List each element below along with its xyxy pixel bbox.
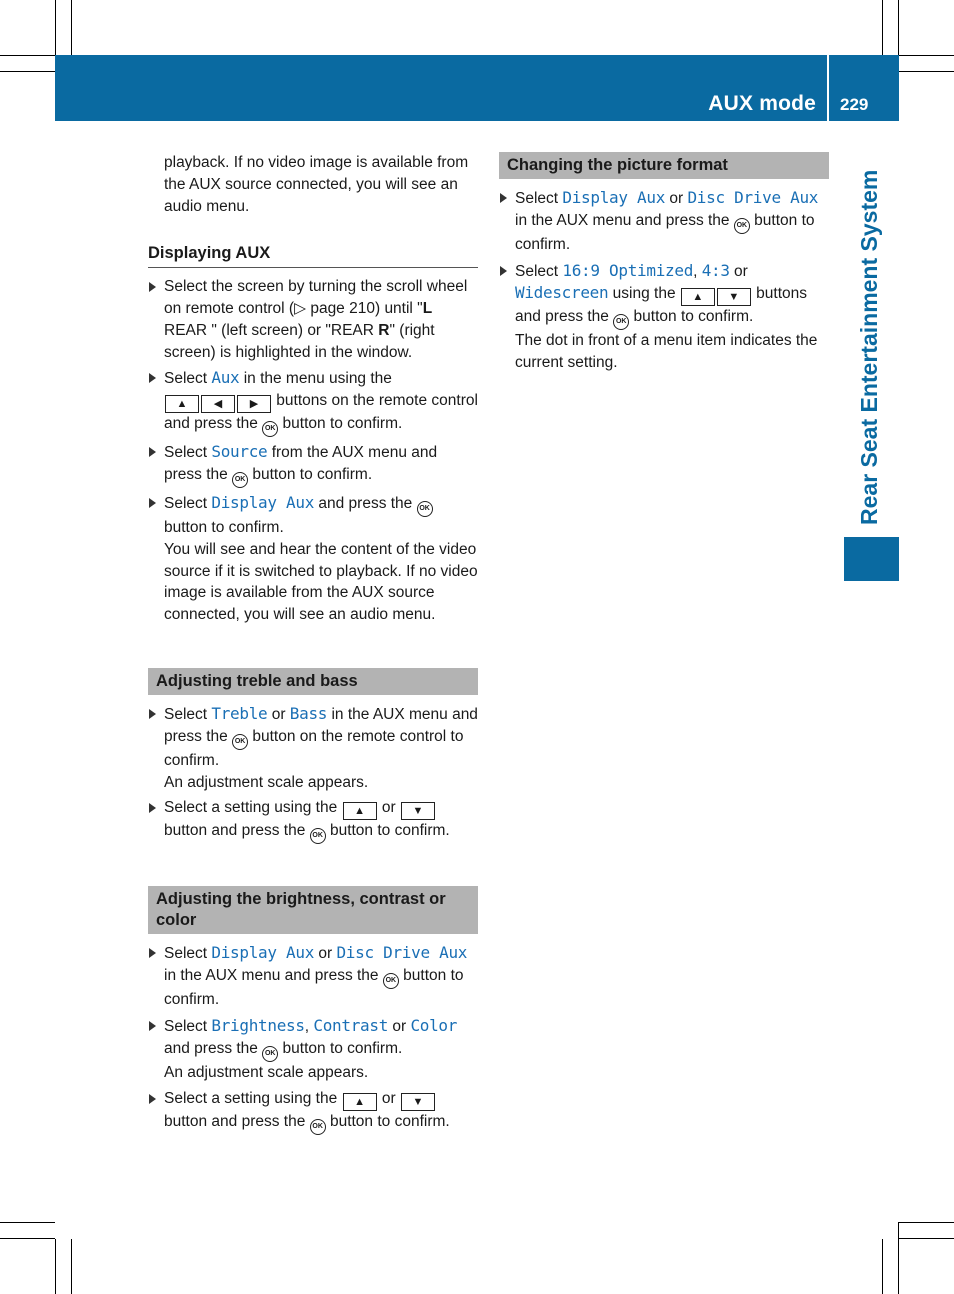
crop-mark — [899, 1222, 954, 1223]
crop-mark — [899, 1238, 954, 1239]
text: using the — [608, 285, 680, 303]
displaying-aux-heading: Displaying AUX — [148, 243, 478, 268]
result-note: You will see and hear the content of the video source if it is switched to playback. If no video image is available from the AUX source connected, you will see an audio menu. — [164, 540, 478, 624]
text: or — [314, 945, 337, 963]
menu-item-brightness: Brightness — [211, 1015, 305, 1035]
text: button and press the — [164, 1112, 310, 1130]
text: button to confirm. — [164, 518, 284, 536]
text: Select — [164, 1017, 212, 1035]
step-select-treble-bass — [148, 703, 478, 793]
text: or — [377, 1089, 400, 1107]
down-arrow-key-icon: ▼ — [401, 802, 435, 820]
text: Select — [164, 444, 212, 462]
crop-mark — [898, 1222, 899, 1294]
menu-item-treble: Treble — [211, 703, 268, 723]
text: Select the screen by turning the scroll wheel on remote control ( — [164, 278, 468, 317]
menu-item-display-aux: Display Aux — [562, 188, 666, 207]
step-select-setting-video — [148, 1088, 478, 1135]
text: button to confirm. — [325, 822, 450, 840]
text: from the AUX menu and press the — [164, 444, 438, 483]
text: in the AUX menu and press the — [515, 211, 734, 229]
crop-mark — [899, 55, 954, 56]
menu-item-source: Source — [211, 442, 268, 462]
text: button to confirm. — [515, 211, 815, 253]
text: in the AUX menu and press the — [164, 705, 478, 745]
brightness-contrast-heading: Adjusting the brightness, contrast or color — [148, 886, 478, 934]
ok-button-icon: OK — [383, 973, 399, 989]
ok-button-icon: OK — [310, 1119, 326, 1135]
crop-mark — [0, 1238, 55, 1239]
text: button to confirm. — [325, 1112, 450, 1130]
crop-mark — [882, 1239, 883, 1294]
text: button to confirm. — [248, 465, 373, 483]
result-note: An adjustment scale appears. — [164, 1063, 369, 1081]
crop-mark — [71, 1239, 72, 1294]
chapter-side-tab: Rear Seat Entertainment System — [856, 169, 882, 525]
text: or — [267, 705, 290, 723]
menu-item-aux: Aux — [211, 368, 240, 388]
step-select-aux — [148, 367, 478, 437]
ok-button-icon: OK — [232, 734, 248, 750]
text: Select — [164, 370, 212, 388]
text: and press the — [164, 1039, 263, 1057]
text: or — [377, 799, 400, 817]
text: L — [422, 299, 433, 317]
text: or — [665, 190, 688, 207]
treble-bass-heading: Adjusting treble and bass — [148, 668, 478, 695]
step-select-format — [499, 260, 829, 374]
down-arrow-key-icon: ▼ — [401, 1093, 435, 1111]
text: Select — [515, 190, 563, 207]
text: Select a setting using the — [164, 1089, 342, 1107]
text: button on the remote control to confirm. — [164, 727, 464, 769]
page-number: 229 — [840, 95, 869, 114]
ok-button-icon: OK — [310, 828, 326, 844]
menu-item-display-aux: Display Aux — [211, 492, 315, 512]
text: , — [304, 1017, 314, 1035]
left-arrow-key-icon: ◀ — [201, 395, 235, 413]
text: Select a setting using the — [164, 799, 342, 817]
text: in the AUX menu and press the — [164, 967, 383, 985]
ok-button-icon: OK — [613, 314, 629, 330]
up-arrow-key-icon: ▲ — [165, 395, 199, 413]
text: button to confirm. — [164, 967, 464, 1009]
text: buttons on the remote control and press the — [164, 392, 478, 433]
text: Select — [164, 705, 212, 723]
crop-mark — [882, 0, 883, 55]
ok-button-icon: OK — [262, 421, 278, 437]
step-select-setting-audio — [148, 797, 478, 844]
crop-mark — [0, 1222, 55, 1223]
result-note: An adjustment scale appears. — [164, 773, 369, 791]
crop-mark — [55, 0, 56, 55]
picture-format-heading: Changing the picture format — [499, 152, 829, 179]
crop-mark — [898, 0, 899, 55]
up-arrow-key-icon: ▲ — [681, 288, 715, 306]
text: Select — [164, 945, 212, 963]
text: in the menu using the — [239, 370, 392, 388]
text: Select — [164, 494, 212, 512]
result-note: The dot in front of a menu item indicates the current setting. — [515, 332, 818, 372]
up-arrow-key-icon: ▲ — [343, 1093, 377, 1111]
text: button and press the — [164, 822, 310, 840]
text: Select — [515, 262, 563, 280]
text: " (right screen) is highlighted in the window. — [164, 321, 435, 361]
ok-button-icon: OK — [417, 501, 433, 517]
menu-item-16-9-optimized: 16:9 Optimized — [562, 260, 694, 280]
menu-item-widescreen: Widescreen — [515, 283, 609, 303]
left-column — [148, 152, 478, 1135]
step-select-display-source — [499, 187, 829, 256]
text: and press the — [314, 494, 417, 512]
ok-button-icon: OK — [232, 472, 248, 488]
text: or — [388, 1017, 411, 1035]
text: or — [729, 262, 748, 280]
crop-mark — [0, 55, 55, 56]
down-arrow-key-icon: ▼ — [717, 288, 751, 306]
section-title: AUX mode — [708, 92, 816, 115]
menu-item-4-3: 4:3 — [701, 260, 730, 280]
step-select-display-aux — [148, 492, 478, 626]
header-divider — [827, 55, 829, 121]
menu-item-disc-drive-aux: Disc Drive Aux — [336, 943, 468, 963]
ok-button-icon: OK — [734, 218, 750, 234]
menu-item-bass: Bass — [289, 703, 328, 723]
crop-mark — [55, 1239, 56, 1294]
text: , — [693, 262, 702, 280]
text: buttons and press the — [515, 285, 808, 326]
menu-item-disc-drive-aux: Disc Drive Aux — [687, 188, 819, 207]
right-arrow-key-icon: ▶ — [237, 395, 271, 413]
crop-mark — [899, 71, 954, 72]
text: button to confirm. — [278, 1039, 403, 1057]
text: button to confirm. — [629, 308, 754, 326]
text: button to confirm. — [278, 415, 403, 433]
text: R — [378, 321, 390, 339]
right-column — [499, 152, 829, 374]
ok-button-icon: OK — [262, 1046, 278, 1062]
step-select-screen — [148, 276, 478, 363]
text: page 210) until " — [306, 299, 423, 317]
step-select-source — [148, 441, 478, 488]
menu-item-contrast: Contrast — [313, 1015, 389, 1035]
crop-mark — [71, 0, 72, 55]
step-select-display-source — [148, 942, 478, 1011]
step-select-brightness — [148, 1015, 478, 1084]
intro-text: playback. If no video image is available from the AUX source connected, you will see an audio menu. — [164, 154, 469, 215]
page-ref-arrow-icon: ▷ — [294, 299, 307, 317]
text: REAR " (left screen) or "REAR — [164, 321, 379, 339]
menu-item-color: Color — [410, 1015, 458, 1035]
chapter-marker — [844, 537, 899, 581]
crop-mark — [0, 71, 55, 72]
menu-item-display-aux: Display Aux — [211, 943, 315, 963]
up-arrow-key-icon: ▲ — [343, 802, 377, 820]
